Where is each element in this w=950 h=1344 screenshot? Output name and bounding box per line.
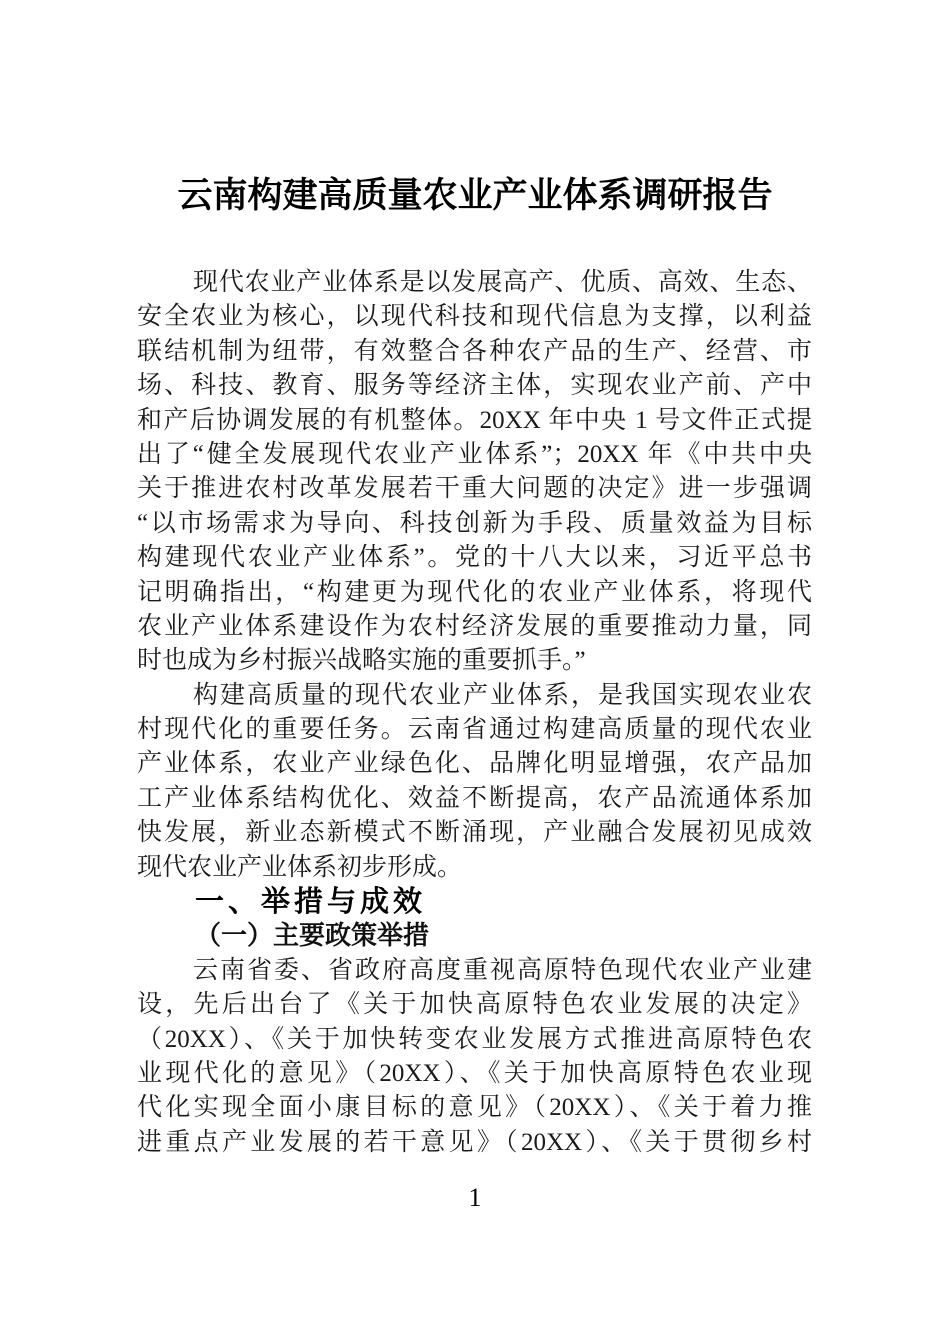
text-line: “以市场需求为导向、科技创新为手段、质量效益为目标 (137, 509, 812, 537)
text-line: 现代农业产业体系初步形成。 (137, 853, 463, 881)
text-line: 关于推进农村改革发展若干重大问题的决定》进一步强调 (137, 475, 812, 503)
text-line: 业现代化的意见》（20XX）、《关于加快高原特色农业现 (137, 1059, 812, 1087)
document-body (137, 266, 812, 1160)
text-line: （20XX）、《关于加快转变农业发展方式推进高原特色农 (137, 1025, 812, 1053)
paragraph-3 (137, 954, 812, 1160)
subsection-heading: （一）主要政策举措 (195, 921, 430, 951)
document-title: 云南构建高质量农业产业体系调研报告 (177, 176, 773, 215)
paragraph-1 (137, 266, 812, 679)
text-line: 时也成为乡村振兴战略实施的重要抓手。” (137, 647, 586, 675)
text-line: 代化实现全面小康目标的意见》（20XX）、《关于着力推 (137, 1094, 812, 1122)
text-line: 村现代化的重要任务。云南省通过构建高质量的现代农业 (137, 716, 812, 744)
paragraph-2 (137, 679, 812, 885)
text-line: 联结机制为纽带，有效整合各种农产品的生产、经营、市 (137, 337, 812, 365)
text-line: 产业体系，农业产业绿色化、品牌化明显增强，农产品加 (137, 750, 812, 778)
section-heading: 一、举措与成效 (195, 886, 427, 919)
text-line: 和产后协调发展的有机整体。20XX 年中央 1 号文件正式提 (137, 406, 812, 434)
text-line: 构建现代农业产业体系”。党的十八大以来，习近平总书 (137, 544, 812, 572)
text-line: 云南省委、省政府高度重视高原特色现代农业产业建 (193, 956, 812, 984)
page-number: 1 (468, 1183, 482, 1212)
text-line: 构建高质量的现代农业产业体系，是我国实现农业农 (193, 681, 812, 709)
text-line: 设，先后出台了《关于加快高原特色农业发展的决定》 (137, 991, 812, 1019)
text-line: 安全农业为核心，以现代科技和现代信息为支撑，以利益 (137, 303, 812, 331)
text-line: 记明确指出，“构建更为现代化的农业产业体系，将现代 (137, 578, 812, 606)
text-line: 进重点产业发展的若干意见》（20XX）、《关于贯彻乡村 (137, 1128, 812, 1156)
text-line: 快发展，新业态新模式不断涌现，产业融合发展初见成效 (137, 819, 812, 847)
text-line: 农业产业体系建设作为农村经济发展的重要推动力量，同 (137, 612, 812, 640)
text-line: 场、科技、教育、服务等经济主体，实现农业产前、产中 (137, 372, 812, 400)
text-line: 工产业体系结构优化、效益不断提高，农产品流通体系加 (137, 784, 812, 812)
text-line: 现代农业产业体系是以发展高产、优质、高效、生态、 (193, 269, 812, 296)
text-line: 出了“健全发展现代农业产业体系”；20XX 年《中共中央 (137, 440, 812, 468)
